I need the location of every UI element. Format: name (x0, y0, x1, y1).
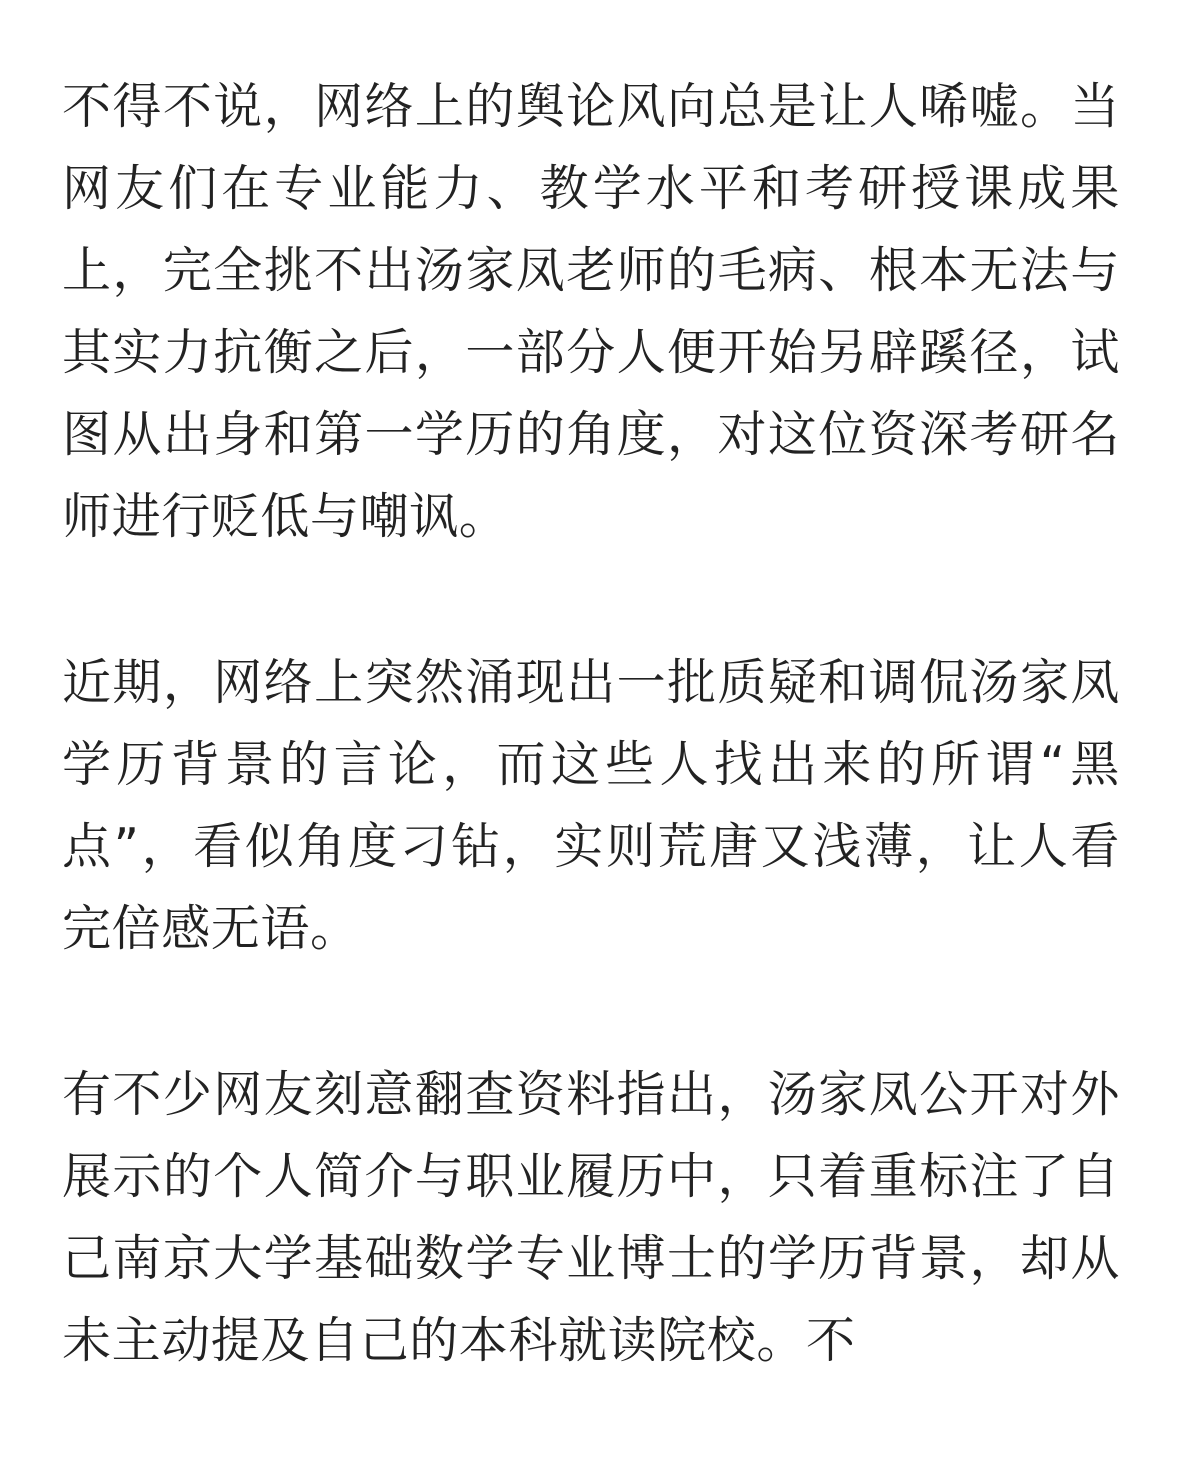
article-body (62, 66, 1120, 1466)
article-paragraph-1: 不得不说，网络上的舆论风向总是让人唏嘘。当网友们在专业能力、教学水平和考研授课成果上，完全挑不出汤家凤老师的毛病、根本无法与其实力抗衡之后，一部分人便开始另辟蹊径，试图从出身和第一学历的角度，对这位资深考研名师进行贬低与嘲讽。 (62, 78, 1120, 545)
article-paragraph-2: 近期，网络上突然涌现出一批质疑和调侃汤家凤学历背景的言论，而这些人找出来的所谓“黑点”，看似角度刁钻，实则荒唐又浅薄，让人看完倍感无语。 (62, 654, 1120, 957)
article-paragraph-3: 有不少网友刻意翻查资料指出，汤家凤公开对外展示的个人简介与职业履历中，只着重标注了自己南京大学基础数学专业博士的学历背景，却从未主动提及自己的本科就读院校。不 (62, 1066, 1120, 1369)
